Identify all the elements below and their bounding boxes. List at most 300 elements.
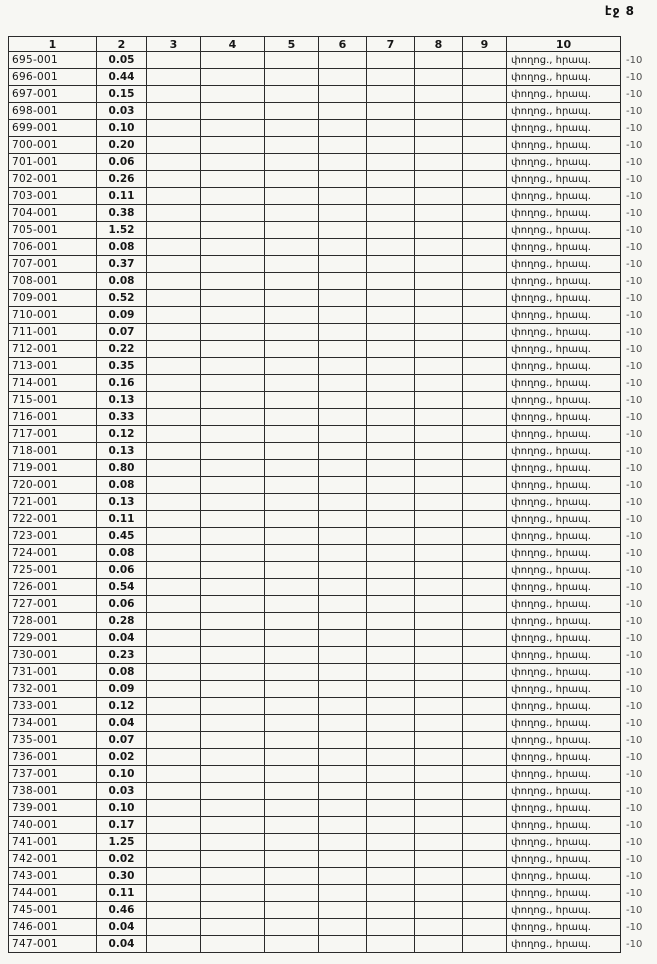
empty-cell-4 (201, 154, 265, 171)
empty-cell-6 (319, 715, 367, 732)
data-table (8, 36, 657, 953)
row-value-cell: 0.06 (97, 154, 147, 171)
empty-cell-6 (319, 392, 367, 409)
empty-cell-9 (463, 596, 507, 613)
empty-cell-9 (463, 868, 507, 885)
margin-mark: -10 (626, 904, 643, 916)
empty-cell-9 (463, 341, 507, 358)
margin-mark: -10 (626, 88, 643, 100)
margin-mark: -10 (626, 819, 643, 831)
empty-cell-6 (319, 324, 367, 341)
empty-cell-4 (201, 511, 265, 528)
empty-cell-8 (415, 647, 463, 664)
row-id-cell: 737-001 (9, 766, 97, 783)
empty-cell-7 (367, 205, 415, 222)
empty-cell-3 (147, 137, 201, 154)
margin-mark: -10 (626, 938, 643, 950)
empty-cell-9 (463, 392, 507, 409)
margin-mark: -10 (626, 207, 643, 219)
row-id-cell: 713-001 (9, 358, 97, 375)
empty-cell-3 (147, 681, 201, 698)
empty-cell-6 (319, 103, 367, 120)
empty-cell-4 (201, 324, 265, 341)
empty-cell-9 (463, 732, 507, 749)
empty-cell-7 (367, 732, 415, 749)
empty-cell-8 (415, 426, 463, 443)
margin-mark: -10 (626, 241, 643, 253)
margin-mark: -10 (626, 326, 643, 338)
empty-cell-7 (367, 86, 415, 103)
margin-mark: -10 (626, 683, 643, 695)
empty-cell-6 (319, 630, 367, 647)
empty-cell-3 (147, 256, 201, 273)
empty-cell-5 (265, 188, 319, 205)
empty-cell-8 (415, 154, 463, 171)
empty-cell-6 (319, 409, 367, 426)
row-value-cell: 0.80 (97, 460, 147, 477)
margin-mark: -10 (626, 564, 643, 576)
margin-mark: -10 (626, 887, 643, 899)
empty-cell-9 (463, 426, 507, 443)
column-header-1: 1 (9, 37, 97, 52)
empty-cell-8 (415, 681, 463, 698)
row-id-cell: 720-001 (9, 477, 97, 494)
table-row (9, 273, 657, 290)
margin-mark: -10 (626, 292, 643, 304)
table-row (9, 579, 657, 596)
table-row (9, 715, 657, 732)
empty-cell-3 (147, 834, 201, 851)
empty-cell-6 (319, 579, 367, 596)
margin-mark: -10 (626, 700, 643, 712)
empty-cell-5 (265, 681, 319, 698)
empty-cell-6 (319, 494, 367, 511)
margin-mark: -10 (626, 853, 643, 865)
row-note-cell: փողոց., հրապ. (507, 698, 621, 715)
empty-cell-3 (147, 936, 201, 953)
table-row (9, 494, 657, 511)
empty-cell-9 (463, 800, 507, 817)
empty-cell-4 (201, 375, 265, 392)
table-row (9, 562, 657, 579)
empty-cell-6 (319, 239, 367, 256)
row-id-cell: 745-001 (9, 902, 97, 919)
row-id-cell: 703-001 (9, 188, 97, 205)
empty-cell-3 (147, 120, 201, 137)
empty-cell-9 (463, 239, 507, 256)
empty-cell-7 (367, 664, 415, 681)
row-id-cell: 714-001 (9, 375, 97, 392)
empty-cell-7 (367, 851, 415, 868)
empty-cell-8 (415, 885, 463, 902)
empty-cell-9 (463, 324, 507, 341)
row-value-cell: 0.06 (97, 596, 147, 613)
table-row (9, 783, 657, 800)
row-id-cell: 738-001 (9, 783, 97, 800)
empty-cell-9 (463, 188, 507, 205)
empty-cell-3 (147, 902, 201, 919)
empty-cell-7 (367, 834, 415, 851)
empty-cell-7 (367, 511, 415, 528)
row-id-cell: 711-001 (9, 324, 97, 341)
empty-cell-5 (265, 103, 319, 120)
empty-cell-3 (147, 460, 201, 477)
empty-cell-6 (319, 545, 367, 562)
row-note-cell: փողոց., հրապ. (507, 341, 621, 358)
empty-cell-4 (201, 715, 265, 732)
empty-cell-4 (201, 766, 265, 783)
empty-cell-3 (147, 885, 201, 902)
row-note-cell: փողոց., հրապ. (507, 562, 621, 579)
empty-cell-9 (463, 579, 507, 596)
row-id-cell: 743-001 (9, 868, 97, 885)
empty-cell-4 (201, 630, 265, 647)
table-body (9, 52, 657, 953)
empty-cell-9 (463, 715, 507, 732)
empty-cell-7 (367, 426, 415, 443)
empty-cell-6 (319, 936, 367, 953)
empty-cell-3 (147, 868, 201, 885)
empty-cell-9 (463, 783, 507, 800)
empty-cell-8 (415, 800, 463, 817)
empty-cell-6 (319, 290, 367, 307)
margin-mark: -10 (626, 360, 643, 372)
empty-cell-8 (415, 528, 463, 545)
row-value-cell: 0.37 (97, 256, 147, 273)
empty-cell-3 (147, 307, 201, 324)
empty-cell-3 (147, 358, 201, 375)
margin-mark: -10 (626, 615, 643, 627)
row-value-cell: 0.11 (97, 885, 147, 902)
table-row (9, 307, 657, 324)
table-row (9, 834, 657, 851)
margin-mark: -10 (626, 190, 643, 202)
empty-cell-8 (415, 562, 463, 579)
empty-cell-7 (367, 154, 415, 171)
empty-cell-7 (367, 528, 415, 545)
margin-mark: -10 (626, 122, 643, 134)
table-header-row (9, 37, 657, 52)
table-row (9, 86, 657, 103)
empty-cell-7 (367, 494, 415, 511)
empty-cell-3 (147, 647, 201, 664)
empty-cell-6 (319, 188, 367, 205)
margin-mark: -10 (626, 479, 643, 491)
empty-cell-3 (147, 392, 201, 409)
empty-cell-5 (265, 239, 319, 256)
row-id-cell: 724-001 (9, 545, 97, 562)
empty-cell-9 (463, 375, 507, 392)
empty-cell-8 (415, 409, 463, 426)
empty-cell-7 (367, 120, 415, 137)
empty-cell-3 (147, 596, 201, 613)
table-row (9, 256, 657, 273)
table-row (9, 341, 657, 358)
empty-cell-8 (415, 698, 463, 715)
empty-cell-5 (265, 171, 319, 188)
empty-cell-4 (201, 851, 265, 868)
empty-cell-3 (147, 732, 201, 749)
empty-cell-7 (367, 273, 415, 290)
table-row (9, 426, 657, 443)
row-value-cell: 0.13 (97, 443, 147, 460)
empty-cell-4 (201, 817, 265, 834)
empty-cell-8 (415, 86, 463, 103)
row-id-cell: 735-001 (9, 732, 97, 749)
empty-cell-3 (147, 171, 201, 188)
empty-cell-7 (367, 188, 415, 205)
empty-cell-7 (367, 817, 415, 834)
empty-cell-3 (147, 511, 201, 528)
empty-cell-4 (201, 477, 265, 494)
margin-mark: -10 (626, 836, 643, 848)
empty-cell-7 (367, 103, 415, 120)
empty-cell-8 (415, 375, 463, 392)
empty-cell-8 (415, 205, 463, 222)
empty-cell-8 (415, 851, 463, 868)
table-row (9, 698, 657, 715)
empty-cell-8 (415, 494, 463, 511)
empty-cell-5 (265, 766, 319, 783)
empty-cell-9 (463, 851, 507, 868)
row-value-cell: 0.28 (97, 613, 147, 630)
empty-cell-7 (367, 800, 415, 817)
empty-cell-4 (201, 273, 265, 290)
empty-cell-6 (319, 783, 367, 800)
row-id-cell: 730-001 (9, 647, 97, 664)
empty-cell-5 (265, 528, 319, 545)
empty-cell-4 (201, 885, 265, 902)
row-value-cell: 0.11 (97, 188, 147, 205)
empty-cell-5 (265, 443, 319, 460)
empty-cell-3 (147, 579, 201, 596)
table-row (9, 613, 657, 630)
empty-cell-6 (319, 851, 367, 868)
empty-cell-4 (201, 834, 265, 851)
empty-cell-7 (367, 239, 415, 256)
table-row (9, 919, 657, 936)
row-note-cell: փողոց., հրապ. (507, 375, 621, 392)
row-value-cell: 0.26 (97, 171, 147, 188)
margin-mark: -10 (626, 258, 643, 270)
row-note-cell: փողոց., հրապ. (507, 307, 621, 324)
row-note-cell: փողոց., հրապ. (507, 443, 621, 460)
row-note-cell: փողոց., հրապ. (507, 239, 621, 256)
empty-cell-5 (265, 885, 319, 902)
empty-cell-5 (265, 86, 319, 103)
empty-cell-6 (319, 919, 367, 936)
empty-cell-5 (265, 851, 319, 868)
empty-cell-9 (463, 630, 507, 647)
empty-cell-9 (463, 409, 507, 426)
table-row (9, 120, 657, 137)
row-note-cell: փողոց., հրապ. (507, 392, 621, 409)
empty-cell-7 (367, 749, 415, 766)
empty-cell-9 (463, 443, 507, 460)
row-id-cell: 734-001 (9, 715, 97, 732)
row-note-cell: փողոց., հրապ. (507, 647, 621, 664)
empty-cell-5 (265, 324, 319, 341)
row-note-cell: փողոց., հրապ. (507, 426, 621, 443)
empty-cell-8 (415, 783, 463, 800)
row-note-cell: փողոց., հրապ. (507, 137, 621, 154)
row-value-cell: 1.25 (97, 834, 147, 851)
margin-mark: -10 (626, 513, 643, 525)
margin-mark: -10 (626, 105, 643, 117)
row-note-cell: փողոց., հրապ. (507, 851, 621, 868)
margin-mark: -10 (626, 598, 643, 610)
table-row (9, 443, 657, 460)
row-value-cell: 0.06 (97, 562, 147, 579)
empty-cell-8 (415, 239, 463, 256)
empty-cell-6 (319, 137, 367, 154)
empty-cell-4 (201, 443, 265, 460)
empty-cell-7 (367, 52, 415, 69)
empty-cell-7 (367, 885, 415, 902)
empty-cell-8 (415, 324, 463, 341)
row-id-cell: 701-001 (9, 154, 97, 171)
empty-cell-4 (201, 749, 265, 766)
empty-cell-3 (147, 494, 201, 511)
empty-cell-8 (415, 630, 463, 647)
column-header-5: 5 (265, 37, 319, 52)
page-number-label: էջ 8 (604, 4, 635, 18)
empty-cell-3 (147, 341, 201, 358)
empty-cell-8 (415, 715, 463, 732)
row-id-cell: 719-001 (9, 460, 97, 477)
empty-cell-9 (463, 647, 507, 664)
row-value-cell: 0.02 (97, 749, 147, 766)
empty-cell-4 (201, 528, 265, 545)
row-note-cell: փողոց., հրապ. (507, 885, 621, 902)
row-value-cell: 0.07 (97, 324, 147, 341)
empty-cell-5 (265, 579, 319, 596)
margin-mark: -10 (626, 717, 643, 729)
empty-cell-3 (147, 290, 201, 307)
margin-mark: -10 (626, 666, 643, 678)
empty-cell-4 (201, 52, 265, 69)
empty-cell-9 (463, 885, 507, 902)
empty-cell-5 (265, 290, 319, 307)
empty-cell-8 (415, 188, 463, 205)
empty-cell-5 (265, 154, 319, 171)
row-id-cell: 727-001 (9, 596, 97, 613)
empty-cell-9 (463, 69, 507, 86)
empty-cell-5 (265, 647, 319, 664)
empty-cell-7 (367, 358, 415, 375)
empty-cell-8 (415, 511, 463, 528)
row-id-cell: 744-001 (9, 885, 97, 902)
margin-mark: -10 (626, 71, 643, 83)
row-id-cell: 733-001 (9, 698, 97, 715)
empty-cell-6 (319, 511, 367, 528)
row-note-cell: փողոց., հրապ. (507, 834, 621, 851)
empty-cell-6 (319, 664, 367, 681)
empty-cell-3 (147, 239, 201, 256)
empty-cell-3 (147, 630, 201, 647)
row-id-cell: 712-001 (9, 341, 97, 358)
empty-cell-4 (201, 239, 265, 256)
empty-cell-5 (265, 919, 319, 936)
column-header-10: 10 (507, 37, 621, 52)
empty-cell-6 (319, 562, 367, 579)
empty-cell-9 (463, 358, 507, 375)
empty-cell-4 (201, 545, 265, 562)
empty-cell-5 (265, 256, 319, 273)
row-note-cell: փողոց., հրապ. (507, 596, 621, 613)
row-note-cell: փողոց., հրապ. (507, 86, 621, 103)
empty-cell-6 (319, 86, 367, 103)
empty-cell-9 (463, 494, 507, 511)
empty-cell-7 (367, 477, 415, 494)
row-value-cell: 0.04 (97, 630, 147, 647)
row-value-cell: 0.08 (97, 545, 147, 562)
table-row (9, 460, 657, 477)
empty-cell-9 (463, 936, 507, 953)
empty-cell-5 (265, 783, 319, 800)
empty-cell-9 (463, 613, 507, 630)
row-note-cell: փողոց., հրապ. (507, 460, 621, 477)
empty-cell-5 (265, 613, 319, 630)
empty-cell-9 (463, 562, 507, 579)
table-row (9, 69, 657, 86)
empty-cell-9 (463, 681, 507, 698)
margin-mark: -10 (626, 921, 643, 933)
empty-cell-7 (367, 375, 415, 392)
empty-cell-7 (367, 766, 415, 783)
empty-cell-3 (147, 409, 201, 426)
row-value-cell: 0.23 (97, 647, 147, 664)
empty-cell-4 (201, 341, 265, 358)
empty-cell-6 (319, 69, 367, 86)
table-row (9, 324, 657, 341)
table-row (9, 868, 657, 885)
empty-cell-6 (319, 256, 367, 273)
table-row (9, 902, 657, 919)
empty-cell-9 (463, 902, 507, 919)
empty-cell-5 (265, 630, 319, 647)
empty-cell-7 (367, 290, 415, 307)
empty-cell-6 (319, 749, 367, 766)
margin-mark: -10 (626, 751, 643, 763)
empty-cell-4 (201, 562, 265, 579)
column-header-7: 7 (367, 37, 415, 52)
table-row (9, 477, 657, 494)
row-id-cell: 695-001 (9, 52, 97, 69)
empty-cell-5 (265, 902, 319, 919)
row-note-cell: փողոց., հրապ. (507, 511, 621, 528)
row-value-cell: 0.05 (97, 52, 147, 69)
empty-cell-5 (265, 936, 319, 953)
empty-cell-5 (265, 800, 319, 817)
table-row (9, 409, 657, 426)
row-note-cell: փողոց., հրապ. (507, 800, 621, 817)
empty-cell-3 (147, 613, 201, 630)
empty-cell-8 (415, 460, 463, 477)
table-row (9, 851, 657, 868)
row-id-cell: 698-001 (9, 103, 97, 120)
empty-cell-8 (415, 817, 463, 834)
empty-cell-6 (319, 460, 367, 477)
empty-cell-4 (201, 290, 265, 307)
empty-cell-5 (265, 222, 319, 239)
empty-cell-6 (319, 732, 367, 749)
empty-cell-5 (265, 868, 319, 885)
empty-cell-9 (463, 834, 507, 851)
empty-cell-8 (415, 103, 463, 120)
table-row (9, 681, 657, 698)
empty-cell-9 (463, 256, 507, 273)
